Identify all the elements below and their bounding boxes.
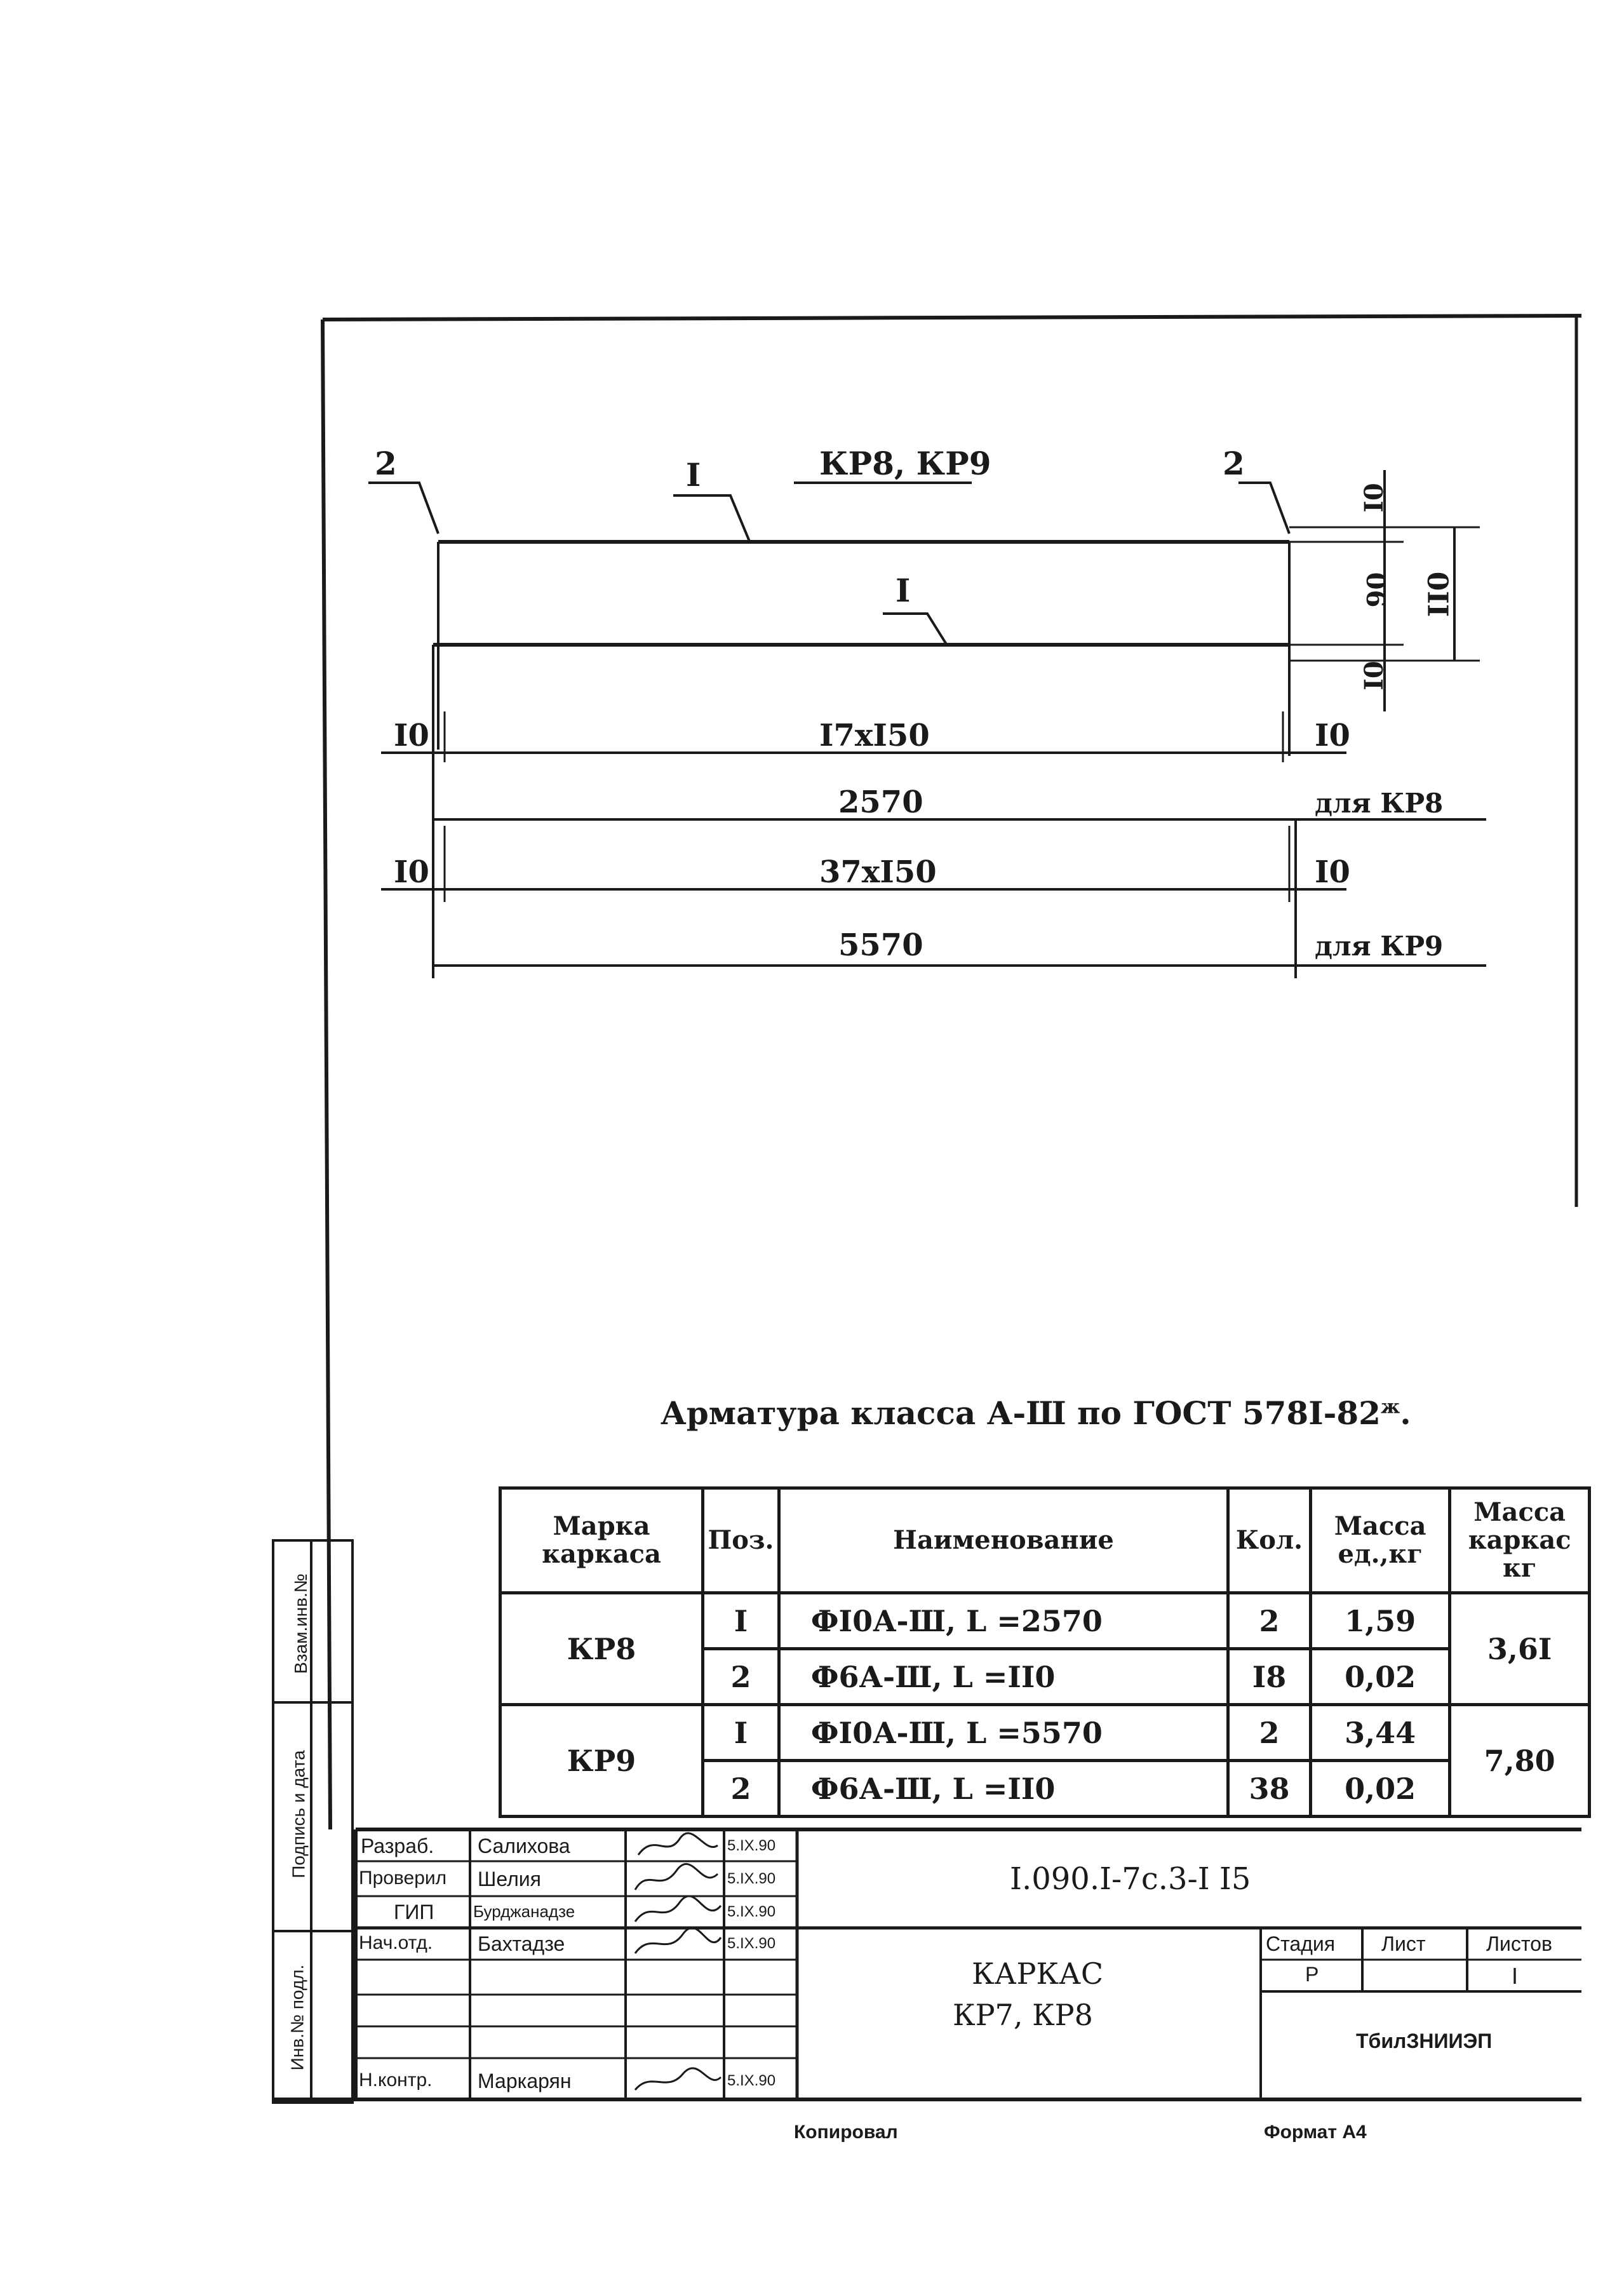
header-name: Наименование bbox=[779, 1488, 1228, 1593]
person-checked: Шелия bbox=[478, 1868, 541, 1890]
side-label-replacement: Взам.инв.№ bbox=[290, 1573, 311, 1674]
dim-row2-total: 2570 bbox=[838, 785, 923, 820]
dim-row2-note: для КР8 bbox=[1315, 788, 1444, 819]
position-label-left: 2 bbox=[375, 445, 397, 482]
dim-row3-right: I0 bbox=[1315, 854, 1350, 890]
handwritten-signatures bbox=[629, 1829, 724, 2099]
side-label-signature-date: Подпись и дата bbox=[288, 1750, 309, 1878]
pos-cell: I bbox=[703, 1705, 779, 1761]
item-subtitle: КР7, КР8 bbox=[953, 1998, 1093, 2032]
role-checked: Проверил bbox=[359, 1868, 447, 1889]
dim-row1-mid: I7xI50 bbox=[819, 718, 930, 753]
header-pos: Поз. bbox=[703, 1488, 779, 1593]
sheet-header: Лист bbox=[1381, 1932, 1426, 1955]
person-head-of-dept: Бахтадзе bbox=[478, 1932, 565, 1955]
position-label-top-bar: I bbox=[686, 456, 701, 494]
dim-row1-left: I0 bbox=[394, 718, 429, 753]
mass-unit-cell: 0,02 bbox=[1310, 1649, 1449, 1705]
format-label: Формат А4 bbox=[1264, 2122, 1367, 2143]
name-cell: ФI0А-Ш, L =5570 bbox=[779, 1705, 1228, 1761]
drawing-title: КР8, КР9 bbox=[819, 445, 991, 482]
dim-row4-note: для КР9 bbox=[1315, 931, 1444, 962]
date-checked: 5.IX.90 bbox=[727, 1870, 776, 1887]
person-norm-control: Маркарян bbox=[478, 2070, 572, 2092]
role-head-of-dept: Нач.отд. bbox=[359, 1932, 433, 1953]
role-norm-control: Н.контр. bbox=[359, 2070, 433, 2091]
dim-vertical-total: II0 bbox=[1423, 571, 1456, 617]
name-cell: Ф6А-Ш, L =II0 bbox=[779, 1761, 1228, 1817]
mass-frame-cell: 7,80 bbox=[1450, 1705, 1590, 1817]
position-label-right: 2 bbox=[1223, 445, 1245, 482]
date-developed: 5.IX.90 bbox=[727, 1837, 776, 1854]
qty-cell: 38 bbox=[1228, 1761, 1311, 1817]
name-cell: ФI0А-Ш, L =2570 bbox=[779, 1593, 1228, 1649]
dim-vertical-bot: I0 bbox=[1359, 661, 1389, 690]
sheets-value: I bbox=[1512, 1963, 1519, 1989]
pos-cell: 2 bbox=[703, 1649, 779, 1705]
role-chief-engineer: ГИП bbox=[394, 1901, 434, 1923]
date-chief-engineer: 5.IX.90 bbox=[727, 1903, 776, 1920]
pos-cell: I bbox=[703, 1593, 779, 1649]
dim-row3-mid: 37xI50 bbox=[819, 854, 937, 890]
mark-cell: КР8 bbox=[500, 1593, 703, 1705]
person-chief-engineer: Бурджанадзе bbox=[473, 1902, 575, 1921]
spec-caption-sup: ж bbox=[1380, 1396, 1400, 1418]
dim-row4-total: 5570 bbox=[838, 927, 923, 963]
role-developed: Разраб. bbox=[361, 1835, 434, 1857]
mass-unit-cell: 0,02 bbox=[1310, 1761, 1449, 1817]
name-cell: Ф6А-Ш, L =II0 bbox=[779, 1649, 1228, 1705]
dim-vertical-mid: 90 bbox=[1362, 572, 1392, 608]
sheets-header: Листов bbox=[1486, 1932, 1552, 1955]
mass-unit-cell: 1,59 bbox=[1310, 1593, 1449, 1649]
dim-vertical-top: I0 bbox=[1359, 483, 1389, 513]
stage-value: Р bbox=[1305, 1963, 1319, 1986]
stage-header: Стадия bbox=[1266, 1932, 1336, 1955]
mass-frame-cell: 3,6I bbox=[1450, 1593, 1590, 1705]
person-developed: Салихова bbox=[478, 1835, 570, 1857]
pos-cell: 2 bbox=[703, 1761, 779, 1817]
copied-by-label: Копировал bbox=[794, 2122, 898, 2143]
organization: ТбилЗНИИЭП bbox=[1356, 2030, 1493, 2052]
mass-unit-cell: 3,44 bbox=[1310, 1705, 1449, 1761]
date-head-of-dept: 5.IX.90 bbox=[727, 1935, 776, 1952]
date-norm-control: 5.IX.90 bbox=[727, 2072, 776, 2089]
item-title: КАРКАС bbox=[972, 1956, 1104, 1991]
dim-row1-right: I0 bbox=[1315, 718, 1350, 753]
header-mass-unit: Масса ед.,кг bbox=[1310, 1488, 1449, 1593]
side-label-original-inv: Инв.№ подл. bbox=[287, 1964, 307, 2071]
qty-cell: 2 bbox=[1228, 1705, 1311, 1761]
qty-cell: 2 bbox=[1228, 1593, 1311, 1649]
spec-caption-end: . bbox=[1400, 1394, 1411, 1432]
dim-row3-left: I0 bbox=[394, 854, 429, 890]
header-qty: Кол. bbox=[1228, 1488, 1311, 1593]
position-label-bottom-bar: I bbox=[896, 572, 911, 609]
header-mass-frame: Масса каркас кг bbox=[1450, 1488, 1590, 1593]
qty-cell: I8 bbox=[1228, 1649, 1311, 1705]
mark-cell: КР9 bbox=[500, 1705, 703, 1817]
document-code: I.090.I-7с.3-I I5 bbox=[1010, 1861, 1251, 1897]
header-mark: Марка каркаса bbox=[500, 1488, 703, 1593]
spec-caption-text: Арматура класса А-Ш по ГОСТ 578I-82 bbox=[661, 1394, 1381, 1432]
